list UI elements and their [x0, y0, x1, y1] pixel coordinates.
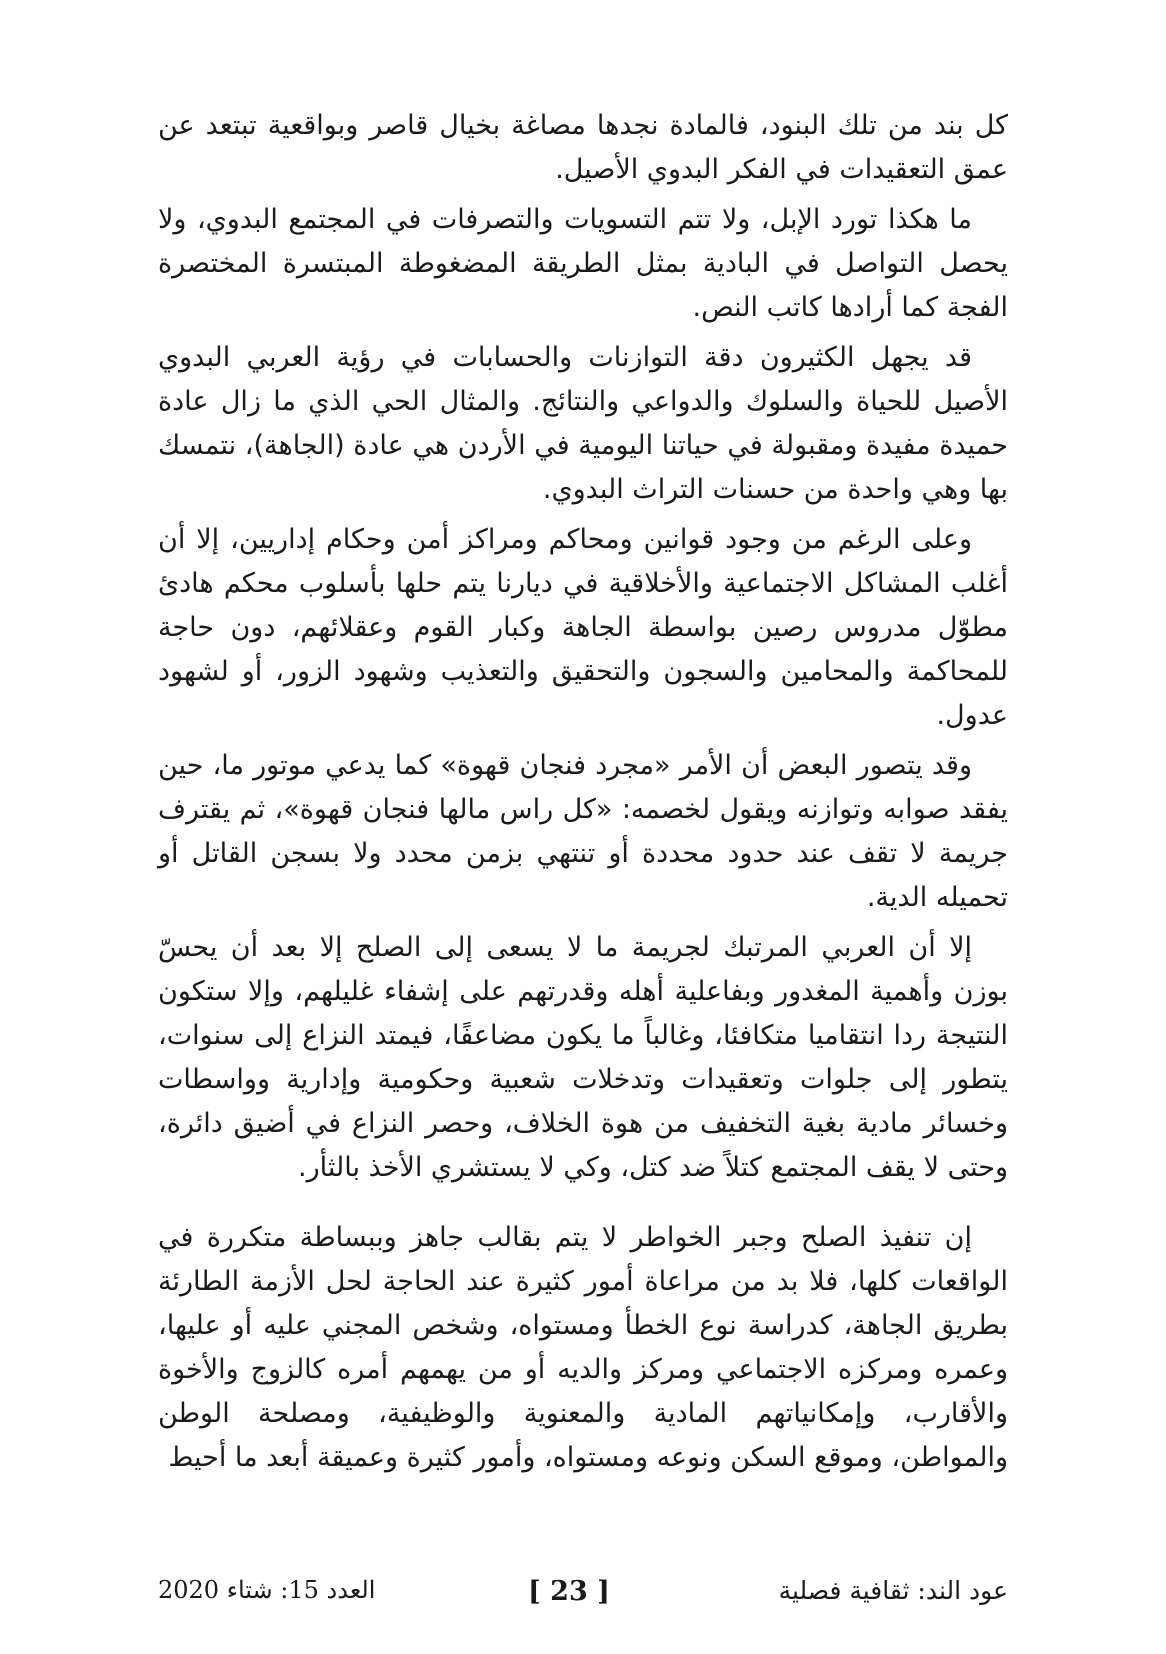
journal-title: عود الند: ثقافية فصلية — [778, 1576, 1008, 1605]
paragraph: ما هكذا تورد الإبل، ولا تتم التسويات والتصرفات في المجتمع البدوي، ولا يحصل التواصل في البادية بمثل الطريقة المضغوطة المبتسرة المختصرة الفجة كما أرادها كاتب النص. — [158, 204, 1008, 323]
paragraph: كل بند من تلك البنود، فالمادة نجدها مصاغة بخيال قاصر وبواقعية تبتعد عن عمق التعقيدات في الفكر البدوي الأصيل. — [158, 110, 1008, 185]
article-body — [158, 104, 1008, 1486]
page-footer — [158, 1576, 1008, 1616]
paragraph: قد يجهل الكثيرون دقة التوازنات والحسابات في رؤية العربي البدوي الأصيل للحياة والسلوك والدواعي والنتائج. والمثال الحي الذي ما زال عادة حميدة مفيدة ومقبولة في حياتنا اليومية في الأردن هي عادة (الجاهة)، نتمسك بها وهي واحدة من حسنات التراث البدوي. — [158, 342, 1008, 505]
paragraph: وعلى الرغم من وجود قوانين ومحاكم ومراكز أمن وحكام إداريين، إلا أن أغلب المشاكل الاجتماعية والأخلاقية في ديارنا يتم حلها بأسلوب محكم هادئ مطوّل مدروس رصين بواسطة الجاهة وكبار القوم وعقلائهم، دون حاجة للمحاكمة والمحامين والسجون والتحقيق والتعذيب وشهود الزور، أو لشهود عدول. — [158, 524, 1008, 731]
paragraph: إلا أن العربي المرتبك لجريمة ما لا يسعى إلى الصلح إلا بعد أن يحسّ بوزن وأهمية المغدور وبفاعلية أهله وقدرتهم على إشفاء غليلهم، وإلا ستكون النتيجة ردا انتقاميا متكافئا، وغالباً ما يكون مضاعفًا، فيمتد النزاع إلى سنوات، يتطور إلى جلوات وتعقيدات وتدخلات شعبية وحكومية وإدارية وواسطات وخسائر مادية بغية التخفيف من هوة الخلاف، وحصر النزاع في أضيق دائرة، وحتى لا يقف المجتمع كتلاً ضد كتل، وكي لا يستشري الأخذ بالثأر. — [158, 932, 1008, 1183]
paragraph: إن تنفيذ الصلح وجبر الخواطر لا يتم بقالب جاهز وببساطة متكررة في الواقعات كلها، فلا بد من مراعاة أمور كثيرة عند الحاجة لحل الأزمة الطارئة بطريق الجاهة، كدراسة نوع الخطأ ومستواه، وشخص المجني عليه أو عليها، وعمره ومركزه الاجتماعي ومركز والديه أو من يهمهم أمره كالزوج والأخوة والأقارب، وإمكانياتهم المادية والمعنوية والوظيفية، ومصلحة الوطن والمواطن، وموقع السكن ونوعه ومستواه، وأمور كثيرة وعميقة أبعد ما أحيط — [158, 1222, 1008, 1473]
paragraph: وقد يتصور البعض أن الأمر «مجرد فنجان قهوة» كما يدعي موتور ما، حين يفقد صوابه وتوازنه ويقول لخصمه: «كل راس مالها فنجان قهوة»، ثم يقترف جريمة لا تقف عند حدود محددة أو تنتهي بزمن محدد ولا بسجن القاتل أو تحميله الدية. — [158, 750, 1008, 913]
issue-label: العدد 15: شتاء 2020 — [158, 1576, 376, 1604]
page-number: [ 23 ] — [528, 1576, 610, 1607]
